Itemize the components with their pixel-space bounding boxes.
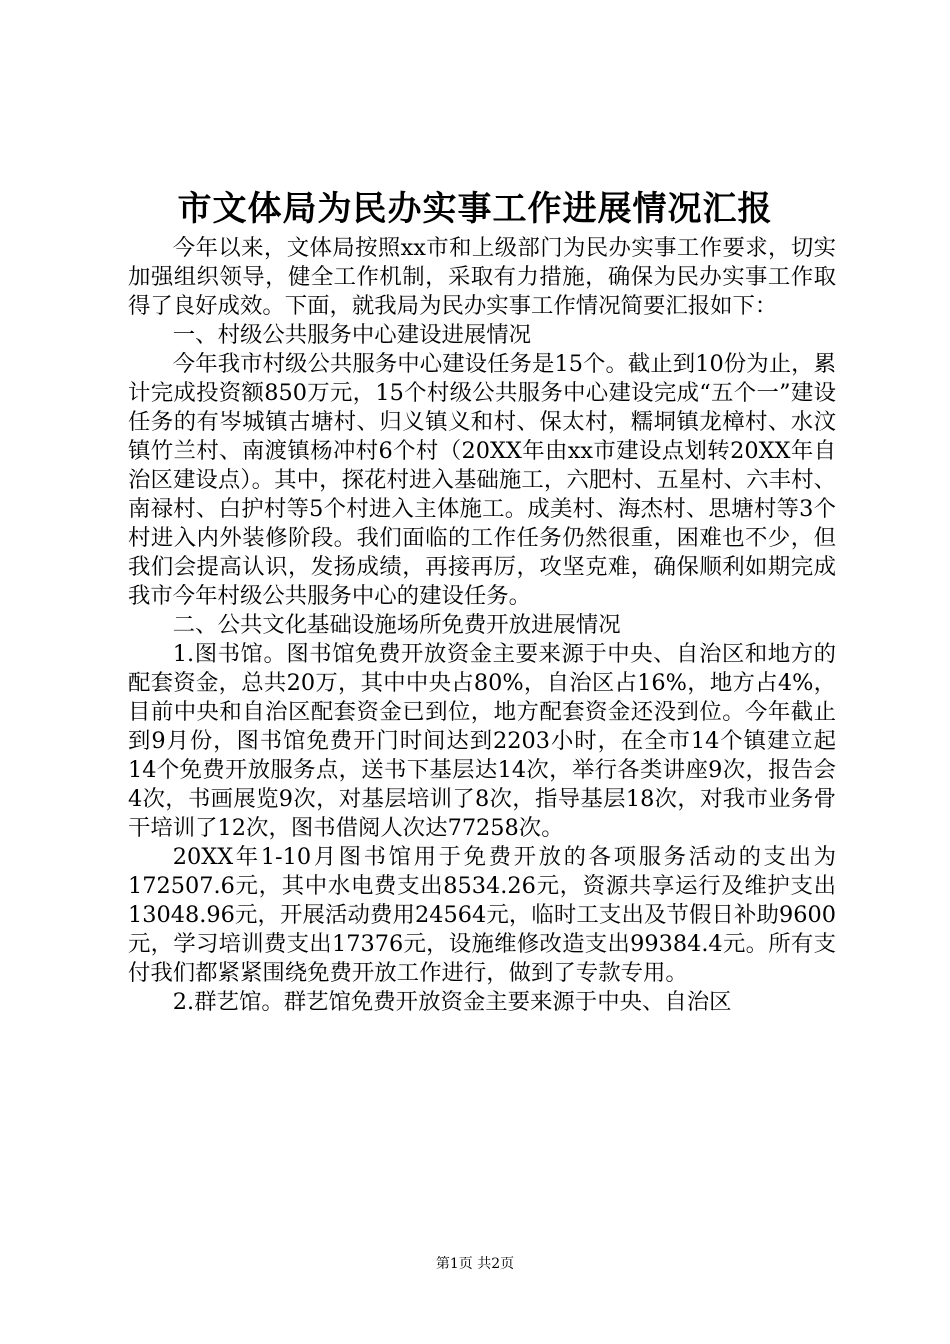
library-expenses-paragraph: 20XX年1-10月图书馆用于免费开放的各项服务活动的支出为172507.6元，其中水电费支出8534.26元，资源共享运行及维护支出13048.96元，开展活动费用24564元，临时工支出及节假日补助9600元，学习培训费支出17376元，设施维修改造支出99384.4元。所有支付我们都紧紧围绕免费开放工作进行，做到了专款专用。 (128, 844, 836, 986)
section-heading-free-opening: 二、公共文化基础设施场所免费开放进展情况 (172, 612, 621, 638)
intro-paragraph: 今年以来，文体局按照xx市和上级部门为民办实事工作要求，切实加强组织领导，健全工作机制，采取有力措施，确保为民办实事工作取得了良好成效。下面，就我局为民办实事工作情况简要汇报如下： (128, 235, 836, 319)
art-center-paragraph: 2.群艺馆。群艺馆免费开放资金主要来源于中央、自治区 (172, 989, 732, 1015)
village-centers-paragraph: 今年我市村级公共服务中心建设任务是15个。截止到10份为止，累计完成投资额850万元，15个村级公共服务中心建设完成“五个一”建设任务的有岑城镇古塘村、归义镇义和村、保太村，糯垌镇龙樟村、水汶镇竹兰村、南渡镇杨冲村6个村（20XX年由xx市建设点划转20XX年自治区建设点）。其中，探花村进入基础施工，六肥村、五星村、六丰村、南禄村、白护村等5个村进入主体施工。成美村、海杰村、思塘村等3个村进入内外装修阶段。我们面临的工作任务仍然很重，困难也不少，但我们会提高认识，发扬成绩，再接再厉，攻坚克难，确保顺利如期完成我市今年村级公共服务中心的建设任务。 (128, 351, 836, 609)
document-body (128, 234, 836, 1017)
library-paragraph: 1.图书馆。图书馆免费开放资金主要来源于中央、自治区和地方的配套资金，总共20万，其中中央占80%，自治区占16%，地方占4%，目前中央和自治区配套资金已到位，地方配套资金还没到位。今年截止到9月份，图书馆免费开门时间达到2203小时，在全市14个镇建立起14个免费开放服务点，送书下基层达14次，举行各类讲座9次，报告会4次，书画展览9次，对基层培训了8次，指导基层18次，对我市业务骨干培训了12次，图书借阅人次达77258次。 (128, 641, 836, 841)
section-heading-village-centers: 一、村级公共服务中心建设进展情况 (172, 322, 532, 348)
document-title: 市文体局为民办实事工作进展情况汇报 (177, 189, 773, 229)
page-footer: 第1页 共2页 (435, 1256, 515, 1272)
